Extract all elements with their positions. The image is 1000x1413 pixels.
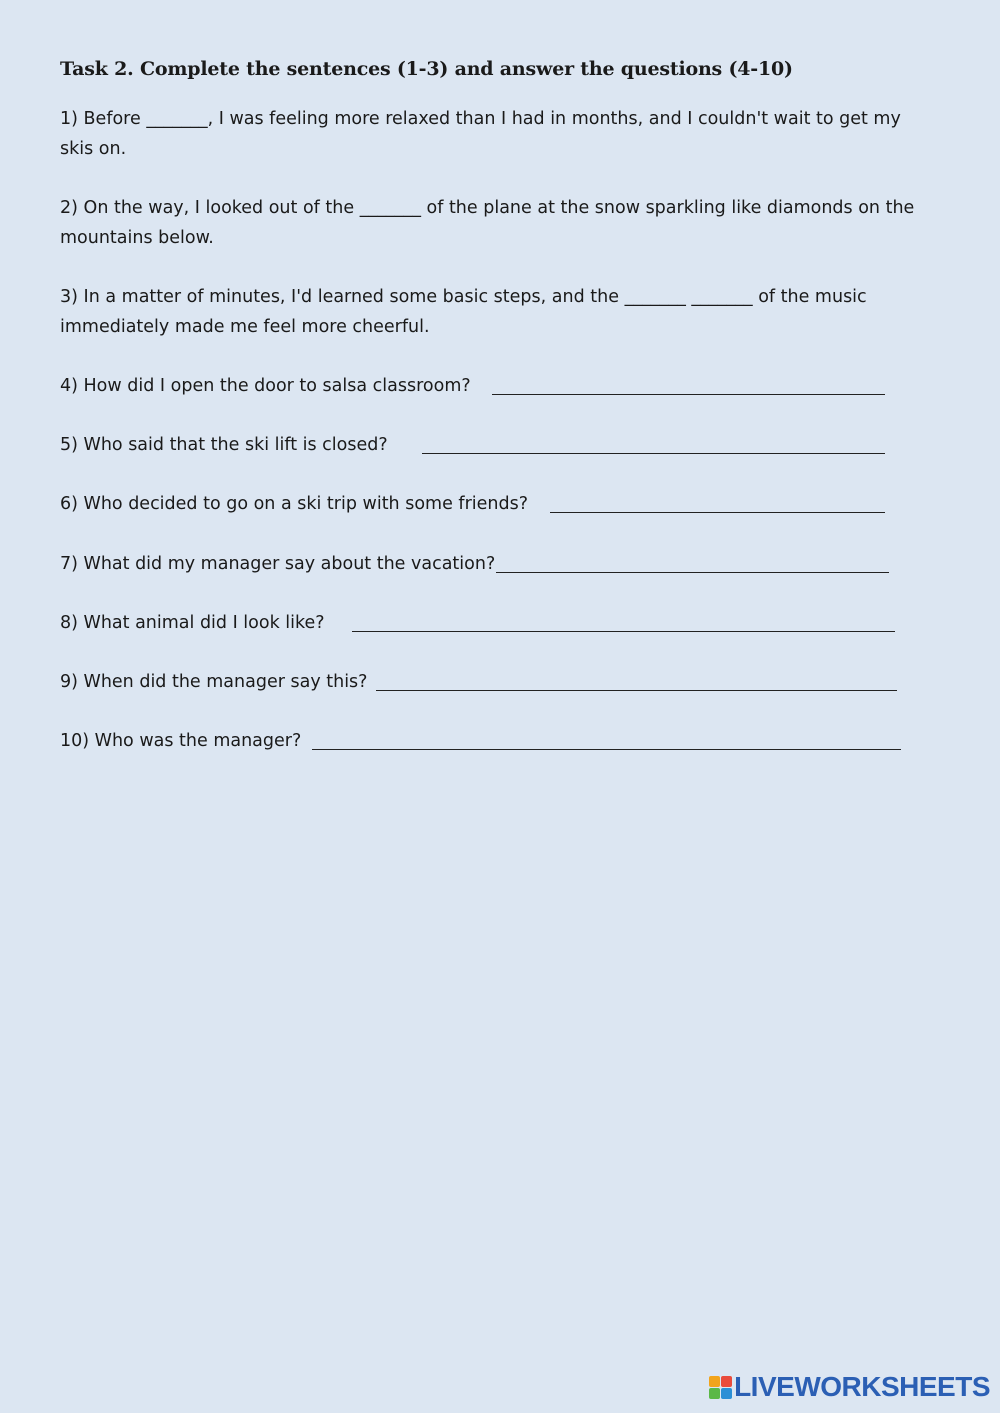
answer-line[interactable] [496,572,889,573]
question-text: 6) Who decided to go on a ski trip with some friends? [60,494,528,515]
sentence-text: , I was feeling more relaxed than I had in months, and I couldn't wait to get my skis on. [60,109,901,159]
question-7 [60,549,930,579]
question-9 [60,667,930,697]
question-text: 10) Who was the manager? [60,731,302,752]
question-5 [60,430,930,460]
question-text: 5) Who said that the ski lift is closed? [60,435,388,456]
blank-field[interactable]: _______ [359,198,421,218]
sentence-text: On the way, I looked out of the [83,198,355,218]
question-6 [60,489,930,519]
sentence-number: 2) [60,198,78,218]
blank-field[interactable]: _______ [146,109,208,129]
sentence-number: 1) [60,109,78,129]
question-text: 8) What animal did I look like? [60,612,325,633]
answer-line[interactable] [492,394,885,395]
answer-line[interactable] [312,749,901,750]
question-text: 9) When did the manager say this? [60,671,368,692]
question-8 [60,608,930,638]
liveworksheets-logo [709,1371,990,1403]
logo-text: LIVEWORKSHEETS [734,1371,990,1402]
question-text: 4) How did I open the door to salsa classroom? [60,376,471,396]
answer-line[interactable] [352,631,895,632]
sentence-text: of the plane at the snow sparkling like diamonds on the mountains below. [60,198,915,248]
task-title: Task 2. Complete the sentences (1-3) and answer the questions (4-10) [60,58,793,80]
sentence-text: Before [83,109,141,129]
sentence-text: of the music immediately made me feel more cheerful. [60,287,867,337]
logo-icon [709,1376,732,1399]
question-4 [60,371,930,401]
sentence-text: In a matter of minutes, I'd learned some basic steps, and the [83,287,619,307]
sentence-2 [60,193,930,253]
sentence-1 [60,104,930,164]
sentence-number: 3) [60,287,78,307]
answer-line[interactable] [422,453,885,454]
blank-field[interactable]: _______ _______ [624,287,753,307]
worksheet [60,58,930,756]
question-list [60,371,930,756]
sentence-3 [60,282,930,342]
question-10 [60,726,930,756]
answer-line[interactable] [550,512,885,513]
question-text: 7) What did my manager say about the vacation? [60,553,496,574]
answer-line[interactable] [376,690,897,691]
